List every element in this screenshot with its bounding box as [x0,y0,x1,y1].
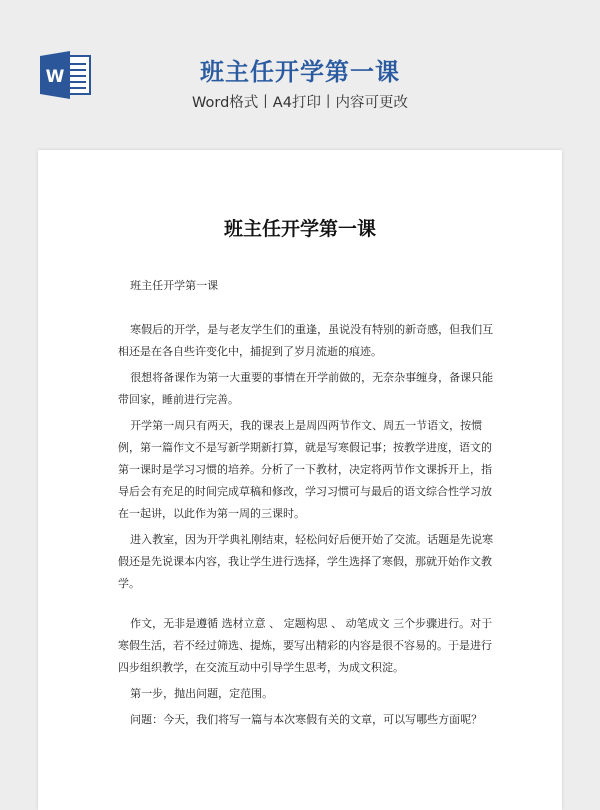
document-page [38,150,562,810]
word-logo-letter: W [45,67,65,87]
paragraph: 很想将备课作为第一大重要的事情在开学前做的，无奈杂事缠身，备课只能带回家，睡前进行完善。 [118,371,494,406]
paragraph: 问题：今天，我们将写一篇与本次寒假有关的文章，可以写哪些方面呢？ [130,713,483,726]
paragraph: 进入教室，因为开学典礼刚结束，轻松问好后便开始了交流。话题是先说寒假还是先说课本内容，我让学生进行选择，学生选择了寒假，那就开始作文教学。 [118,533,494,590]
paragraph: 第一步，抛出问题，定范围。 [130,687,274,700]
document-subtitle-line: 班主任开学第一课 [130,279,219,292]
paragraph: 开学第一周只有两天，我的课表上是周四两节作文、周五一节语文，按惯例，第一篇作文不是写新学期新打算，就是写寒假记事；按教学进度，语文的第一课时是学习习惯的培养。分析了一下教材，决定将两节作文课拆开上，指导后会有充足的时间完成草稿和修改，学习习惯可与最后的语文综合性学习放在一起讲，以此作为第一周的三课时。 [118,419,492,520]
header-banner [0,0,600,150]
banner-subtitle: Word格式丨A4打印丨内容可更改 [192,95,408,111]
paragraph: 作文，无非是遵循 选材立意 、 定题构思 、 动笔成文 三个步骤进行。对于寒假生活，若不经过筛选、提炼，要写出精彩的内容是很不容易的。于是进行四步组织教学，在交流互动中引导学生思考，为成文积淀。 [118,617,493,674]
paragraph: 寒假后的开学，是与老友学生们的重逢，虽说没有特别的新奇感，但我们互相还是在各自些许变化中，捕捉到了岁月流逝的痕迹。 [118,323,494,358]
document-title: 班主任开学第一课 [223,218,376,240]
document-body [118,275,498,731]
banner-title: 班主任开学第一课 [200,58,400,86]
